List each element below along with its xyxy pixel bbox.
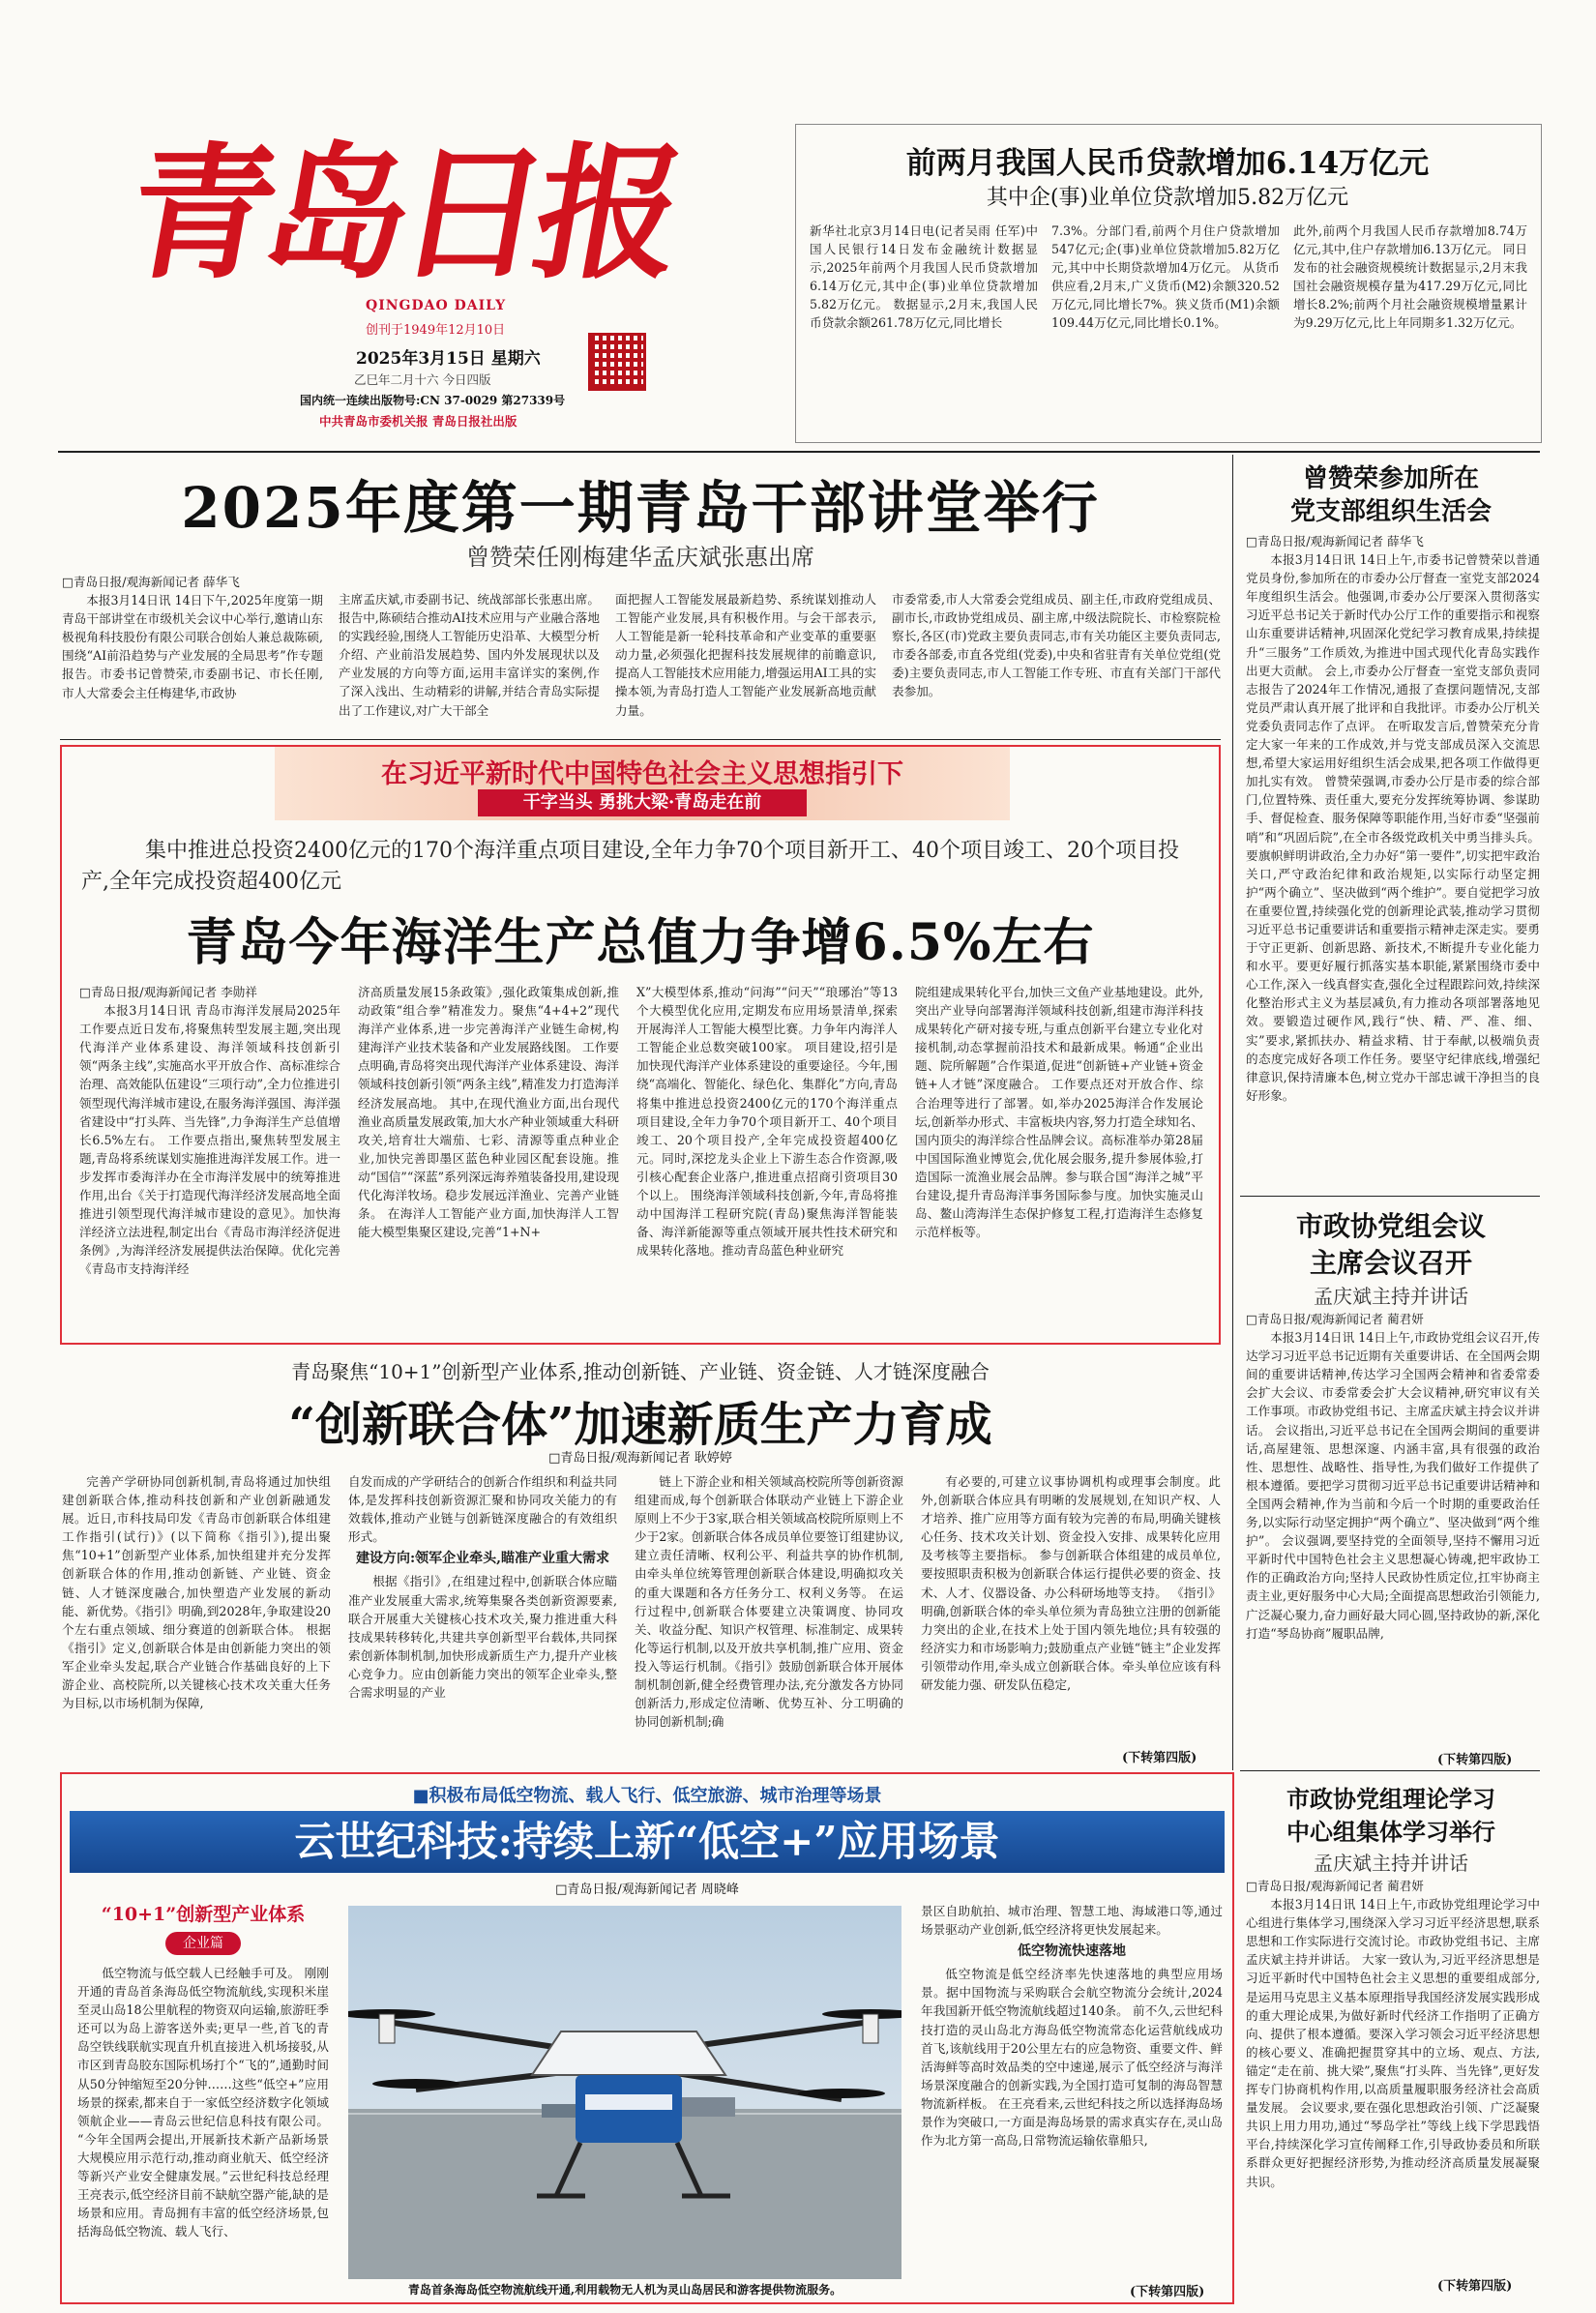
side2-subhead: 孟庆斌主持并讲话 [1314, 1285, 1468, 1308]
industry-badge-main: “10+1”创新型产业体系 [101, 1904, 306, 1925]
ocean-col1: □青岛日报/观海新闻记者 李勋祥 本报3月14日讯 青岛市海洋发展局2025年工作要点近日发布,将聚焦转型发展主题,突出现代海洋产业体系建设、海洋领域科技创新引领“两条主线”,实施高水平开放合作、高标准综合治理、高效能队伍建设“三项行动”,全力位推进引领型现代海洋城市建设,在服务海洋强国、海洋强省建设中“打头阵、当先锋”,力争海洋生产总值增长6.5%左右。 工作要点指出,聚焦转型发展主题,青岛将系统谋划实施推进海洋发展工作。进一步发挥市委海洋办在全市海洋发展中的统筹推进作用,出台《关于打造现代海洋经济发展高地全面推进引领型现代海洋城市建设的意见》。加快海洋经济立法进程,制定出台《青岛市海洋经济促进条例》,为海洋经济发展提供法治保障。优化完善《青岛市支持海洋经 [79, 985, 340, 1277]
ocean-col3: X”大模型体系,推动“问海”“问天”“琅琊治”等13个大模型优化应用,定期发布应用场景清单,探索开展海洋人工智能大模型比赛。力争年内海洋人工智能企业总数突破100家。 项目建设,招引是加快现代海洋产业体系建设的重要途径。今年,围绕“高端化、智能化、绿色化、集群化”方向,青岛将集中推进总投资2400亿元的170个海洋重点项目建设,全年力争70个项目新开工、40个项目竣工、20个项目投产,全年完成投资超400亿元。同时,深挖龙头企业上下游生态合作资源,吸引核心配套企业落户,推进重点招商引资项目30个以上。 围绕海洋领域科技创新,今年,青岛将推动中国海洋工程研究院(青岛)聚焦海洋智能装备、海洋新能源等重点领域开展共性技术研究和成果转化落地。推动青岛蓝色种业研究 [636, 985, 898, 1259]
drone-photo-caption: 青岛首条海岛低空物流航线开通,利用载物无人机为灵山岛居民和游客提供物流服务。 [407, 2283, 842, 2297]
lowalt-headline: 云世纪科技:持续上新“低空+”应用场景 [70, 1811, 1225, 1873]
banner [275, 747, 1010, 820]
masthead-logo: 青岛日报 [115, 129, 688, 299]
side3-body: □青岛日报/观海新闻记者 蔺君妍 本报3月14日讯 14日上午,市政协党组理论学习中心组进行集体学习,围绕深入学习习近平经济思想,联系思想和工作实际进行交流讨论。市政协党组书记、主席孟庆斌主持并讲话。 大家一致认为,习近平经济思想是习近平新时代中国特色社会主义思想的重要组成部分,是运用马克思主义基本原理指导我国经济发展实践形成的重大理论成果,为做好新时代经济工作指明了正确方向、提供了根本遵循。要深入学习领会习近平经济思想的核心要义、准确把握贯穿其中的立场、观点、方法,锚定“走在前、挑大梁”,聚焦“打头阵、当先锋”,更好发挥专门协商机构作用,以高质量履职服务经济社会高质量发展。 会议要求,要在强化思想政治引领、广泛凝聚共识上用力用功,通过“琴岛学社”等线上线下学思践悟平台,持续深化学习宣传阐释工作,引导政协委员和所联系群众更好把握经济形势,为推动经济高质量发展凝聚共识。 [1246, 1879, 1540, 2189]
lead-headline: 2025年度第一期青岛干部讲堂举行 [181, 475, 1100, 541]
innovation-col4: 有必要的,可建立议事协调机构或理事会制度。此外,创新联合体应具有明晰的发展规划,在知识产权、人才培养、推广应用等方面有较为完善的布局,明确关键核心任务、技术攻关计划、资金投入安排、成果转化应用及考核等主要指标。 参与创新联合体组建的成员单位,要按照职责积极为创新联合体运行提供必要的资金、技术、人才、仪器设备、办公科研场地等支持。 《指引》明确,创新联合体的牵头单位须为青岛独立注册的创新能力突出的企业,在技术上处于国内领先地位;具有较强的经济实力和市场影响力;鼓励重点产业链“链主”企业发挥引领带动作用,牵头成立创新联合体。牵头单位应该有科研发能力强、研发队伍稳定, [921, 1474, 1221, 1693]
side1-divider [1240, 1196, 1540, 1197]
side1-headline-2: 党支部组织生活会 [1289, 497, 1492, 526]
industry-badge-sub: 企业篇 [165, 1932, 241, 1955]
banner-sub: 干字当头 勇挑大梁·青岛走在前 [478, 789, 807, 816]
masthead-divider [58, 451, 1540, 453]
masthead-founded: 创刊于1949年12月10日 [366, 323, 506, 338]
top-news-col2: 7.3%。分部门看,前两个月住户贷款增加547亿元;企(事)业单位贷款增加5.82万亿元,其中中长期贷款增加4万亿元。 从货币供应看,2月末,广义货币(M2)余额320.52万亿元,同比增长7%。狭义货币(M1)余额109.44万亿元,同比增长0.1%。 [1051, 223, 1280, 331]
lead-col4: 市委常委,市人大常委会党组成员、副主任,市政府党组成员、副市长,市政协党组成员、副主席,中级法院院长、市检察院检察长,各区(市)党政主要负责同志,市有关功能区主要负责同志,市委各部委,市直各党组(党委),中央和省驻青有关单位党组(党委)主要负责同志,市人工智能工作专班、市直有关部门干部代表参加。 [892, 592, 1221, 699]
ocean-kicker: 集中推进总投资2400亿元的170个海洋重点项目建设,全年力争70个项目新开工、40个项目竣工、20个项目投产,全年完成投资超400亿元 [81, 839, 1179, 894]
side2-headline-2: 主席会议召开 [1309, 1247, 1472, 1279]
industry-badge [77, 1900, 329, 1960]
lowalt-frame [60, 1772, 1234, 2304]
top-news-box [795, 124, 1542, 443]
side1-headline-1: 曾赞荣参加所在 [1302, 464, 1479, 493]
lowalt-col2: 景区自助航拍、城市治理、智慧工地、海域港口等,通过场景驱动产业创新,低空经济将更快发展起来。 低空物流快速落地 低空物流是低空经济率先快速落地的典型应用场景。据中国物流与采购联合会航空物流分会统计,2024年我国新开低空物流航线超过140条。 前不久,云世纪科技打造的灵山岛北方海岛低空物流常态化运营航线成功首飞,该航线用于20公里左右的应急物资、重要文件、鲜活海鲜等高时效品类的空中速递,展示了低空经济与海洋场景深度融合的创新实践,为全国打造可复制的海岛智慧物流新样板。 在王亮看来,云世纪科技之所以选择海岛场景作为突破口,一方面是海岛场景的需求真实存在,灵山岛作为北方第一高岛,日常物流运输依靠船只, [921, 1904, 1223, 2149]
side2-body: □青岛日报/观海新闻记者 蔺君妍 本报3月14日讯 14日上午,市政协党组会议召开,传达学习习近平总书记近期有关重要讲话、在全国两会期间的重要讲话精神,传达学习全国两会精神和省委常委会扩大会议、市委常委会扩大会议精神,研究审议有关工作事项。市政协党组书记、主席孟庆斌主持会议并讲话。 会议指出,习近平总书记在全国两会期间的重要讲话,高屋建瓴、思想深邃、内涵丰富,具有很强的政治性、思想性、战略性、指导性,为我们做好工作提供了根本遵循。要把学习贯彻习近平总书记重要讲话精神和全国两会精神,作为当前和今后一个时期的重要政治任务,以实际行动坚定拥护“两个确立”、坚决做到“两个维护”。 会议强调,要坚持党的全面领导,坚持不懈用习近平新时代中国特色社会主义思想凝心铸魂,把牢政协工作的正确政治方向;坚持人民政协性质定位,扛牢协商主责主业,更好服务中心大局;全面提高思想政治引领能力,广泛凝心聚力,奋力画好最大同心圆,坚持政协的新,深化打造“琴岛协商”履职品牌, [1246, 1312, 1540, 1641]
lowalt-col1: 低空物流与低空载人已经触手可及。 刚刚开通的青岛首条海岛低空物流航线,实现积米崖至灵山岛18公里航程的物资双向运输,旅游旺季还可以为岛上游客送外卖;更早一些,首飞的青岛空铁线联航实现直升机直接进入机场接驳,从市区到青岛胶东国际机场打个“飞的”,通勤时间从50分钟缩短至20分钟……这些“低空+”应用场景的探索,都来自于一家低空经济数字化领域领航企业——青岛云世纪信息科技有限公司。 “今年全国两会提出,开展新技术新产品新场景大规模应用示范行动,推动商业航天、低空经济等新兴产业安全健康发展。”云世纪科技总经理王亮表示,低空经济目前不缺航空器产能,缺的是场景和应用。青岛拥有丰富的低空经济场景,包括海岛低空物流、载人飞行、 [77, 1966, 329, 2239]
masthead-date: 2025年3月15日 星期六 [356, 349, 541, 369]
top-news-headline: 前两月我国人民币贷款增加6.14万亿元 [905, 146, 1430, 181]
top-news-col1: 新华社北京3月14日电(记者吴雨 任军)中国人民银行14日发布金融统计数据显示,2025年前两个月我国人民币贷款增加6.14万亿元,其中企(事)业单位贷款增加5.82万亿元。 数据显示,2月末,我国人民币贷款余额261.78万亿元,同比增长 [810, 223, 1038, 331]
lowalt-kicker: ■积极布局低空物流、载人飞行、低空旅游、城市治理等场景 [412, 1786, 882, 1806]
side2-continued: (下转第四版) [1437, 1753, 1513, 1767]
side3-headline-2: 中心组集体学习举行 [1286, 1819, 1495, 1846]
lead-col3: 面把握人工智能发展最新趋势、系统谋划推动人工智能产业发展,具有积极作用。与会干部表示,人工智能是新一轮科技革命和产业变革的重要驱动力量,必须强化把握科技发展规律的前瞻意识,提高人工智能技术应用能力,增强运用AI工具的实操本领,为青岛打造人工智能产业发展新高地贡献力量。 [615, 592, 876, 718]
innovation-kicker: 青岛聚焦“10+1”创新型产业体系,推动创新链、产业链、资金链、人才链深度融合 [291, 1360, 990, 1383]
ocean-col4: 院组建成果转化平台,加快三文鱼产业基地建设。此外,突出产业导向部署海洋领域科技创新,组建市海洋科技成果转化产研对接专班,与重点创新平台建立专业化对接机制,动态掌握前沿技术和最新成果。畅通“企业出题、院所解题”合作渠道,促进“创新链+产业链+资金链+人才链”深度融合。 工作要点还对开放合作、综合治理等进行了部署。如,举办2025海洋合作发展论坛,创新举办形式、丰富板块内容,努力打造全球知名、国内顶尖的海洋综合性品牌会议。高标准举办第28届中国国际渔业博览会,优化展会服务,提升参展体验,打造国际一流渔业展会品牌。参与联合国“海洋之城”平台建设,提升青岛海洋事务国际参与度。加快实施灵山岛、鳌山湾海洋生态保护修复工程,打造海洋生态修复示范样板等。 [915, 985, 1203, 1240]
lowalt-continued: (下转第四版) [1130, 2285, 1205, 2299]
lead-col1: □青岛日报/观海新闻记者 薛华飞 本报3月14日讯 14日下午,2025年度第一期青岛干部讲堂在市级机关会议中心举行,邀请山东极视角科技股份有限公司联合创始人兼总裁陈硕,围绕“AI前沿趋势与产业发展的全局思考”作专题报告。市委书记曾赞荣,市委副书记、市长任刚,市人大常委会主任梅建华,市政协 [62, 575, 323, 700]
innovation-col2: 自发而成的产学研结合的创新合作组织和利益共同体,是发挥科技创新资源汇聚和协同攻关能力的有效载体,推动产业链与创新链深度融合的有效组织形式。 建设方向:领军企业牵头,瞄准产业重大需求 根据《指引》,在组建过程中,创新联合体应瞄准产业发展重大需求,统筹集聚各类创新资源要素,联合开展重大关键核心技术攻关,聚力推进重大科技成果转移转化,共建共享创新型平台载体,共同探索创新体制机制,加快形成新质生产力,提升产业核心竞争力。应由创新能力突出的领军企业牵头,整合需求明显的产业 [348, 1474, 617, 1701]
side3-continued: (下转第四版) [1437, 2279, 1513, 2294]
masthead-publisher: 中共青岛市委机关报 青岛日报社出版 [319, 414, 517, 429]
right-column-divider [1232, 455, 1233, 1770]
ocean-headline: 青岛今年海洋生产总值力争增6.5%左右 [186, 913, 1095, 972]
qr-code [588, 333, 646, 391]
side2-divider [1240, 1770, 1540, 1771]
ocean-frame [60, 745, 1221, 1345]
innovation-continued: (下转第四版) [1122, 1751, 1197, 1765]
lowalt-byline: □青岛日报/观海新闻记者 周晓峰 [555, 1883, 739, 1897]
side3-headline-1: 市政协党组理论学习 [1286, 1786, 1495, 1813]
innovation-col3: 链上下游企业和相关领域高校院所等创新资源组建而成,每个创新联合体联动产业链上下游企业原则上不少于3家,联合相关领域高校院所原则上不少于2家。创新联合体各成员单位要签订组建协议,建立责任清晰、权利公平、利益共享的协作机制,由牵头单位统筹管理创新联合体建设,明确拟攻关的重大课题和各方任务分工、权利义务等。 在运行过程中,创新联合体要建立决策调度、协同攻关、收益分配、知识产权管理、标准制定、成果转化等运行机制,以及开放共享机制,推广应用、资金投入等运行机制。《指引》鼓励创新联合体开展体制机制创新,健全经费管理办法,充分激发各方协同创新活力,形成定位清晰、优势互补、分工明确的协同创新机制;确 [635, 1474, 903, 1730]
drone-photo [348, 1906, 901, 2279]
side3-subhead: 孟庆斌主持并讲话 [1314, 1852, 1468, 1875]
side1-body: □青岛日报/观海新闻记者 薛华飞 本报3月14日讯 14日上午,市委书记曾赞荣以普通党员身份,参加所在的市委办公厅督查一室党支部2024年度组织生活会。他强调,市委办公厅要深入贯彻落实习近平总书记关于新时代办公厅工作的重要指示和视察山东重要讲话精神,巩固深化党纪学习教育成果,持续提升“三服务”工作质效,为推进中国式现代化青岛实践作出更大贡献。 会上,市委办公厅督查一室党支部负责同志报告了2024年工作情况,通报了查摆问题情况,支部党员严肃认真开展了批评和自我批评。市委办公厅机关党委负责同志作了点评。 在听取发言后,曾赞荣充分肯定大家一年来的工作成效,并与党支部成员深入交流思想,希望大家运用好组织生活会成果,把各项工作做得更加扎实有效。 曾赞荣强调,市委办公厅是市委的综合部门,位置特殊、责任重大,要充分发挥统筹协调、参谋助手、督促检查、服务保障等职能作用,当好市委“坚强前哨”和“巩固后院”,在全市各级党政机关中勇当排头兵。要旗帜鲜明讲政治,全力办好“第一要件”,切实把牢政治关口,严守政治纪律和政治规矩,以实际行动坚定拥护“两个确立”、坚决做到“两个维护”。要自觉把学习放在重要位置,持续强化党的创新理论武装,推动学习贯彻习近平总书记重要讲话和重要指示精神走深走实。要勇于守正更新、创新思路、新技术,不断提升专业化能力和水平。要更好履行抓落实基本职能,紧紧围绕市委中心工作,深入一线真督实查,强化全过程跟踪问效,持续深化整治形式主义为基层减负,有力推动各项部署落地见效。要锻造过硬作风,践行“快、精、严、准、细、实”要求,紧抓扶办、精益求精、甘于奉献,以极端负责的态度完成好各项工作任务。要坚守纪律底线,增强纪律意识,保持清廉本色,树立党办干部忠诚干净担当的良好形象。 [1246, 534, 1540, 1103]
innovation-byline: □青岛日报/观海新闻记者 耿婷婷 [548, 1451, 732, 1466]
drone-illustration [348, 1906, 901, 2279]
ocean-col2: 济高质量发展15条政策》,强化政策集成创新,推动政策“组合拳”精准发力。聚焦“4+4+2”现代海洋产业体系,进一步完善海洋产业链生命树,构建海洋产业技术装备和产业发展路线图。 工作要点明确,青岛将突出现代海洋产业体系建设、海洋领域科技创新引领“两条主线”,精准发力打造海洋经济发展高地。 其中,在现代渔业方面,出台现代渔业高质量发展政策,加大水产种业领域重大科研攻关,培育壮大端茄、七彩、清源等重点种业企业,加快完善即墨区蓝色种业园区配套设施。推动“国信”“深蓝”系列深远海养殖装备投用,建设现代化海洋牧场。稳步发展远洋渔业、完善产业链条。 在海洋人工智能产业方面,加快海洋人工智能大模型集聚区建设,完善“1+N+ [358, 985, 619, 1240]
top-news-subhead: 其中企(事)业单位贷款增加5.82万亿元 [986, 186, 1349, 210]
banner-main: 在习近平新时代中国特色社会主义思想指引下 [381, 759, 903, 789]
masthead-lunar: 乙巳年二月十六 今日四版 [354, 372, 491, 387]
top-news-col3: 此外,前两个月我国人民币存款增加8.74万亿元,其中,住户存款增加6.13万亿元。 同日发布的社会融资规模统计数据显示,2月末我国社会融资规模存量为417.29万亿元,同比增长8.2%;前两个月社会融资规模增量累计为9.29万亿元,比上年同期多1.32万亿元。 [1293, 223, 1527, 331]
innovation-col1: 完善产学研协同创新机制,青岛将通过加快组建创新联合体,推动科技创新和产业创新融通发展。近日,市科技局印发《青岛市创新联合体组建工作指引(试行)》(以下简称《指引》),提出聚焦“10+1”创新型产业体系,加快组建并充分发挥创新联合体的作用,推动创新链、产业链、资金链、人才链深度融合,加快塑造产业发展的新动能、新优势。《指引》明确,到2028年,争取建设20个左右重点领域、细分赛道的创新联合体。 根据《指引》定义,创新联合体是由创新能力突出的领军企业牵头发起,联合产业链合作基础良好的上下游企业、高校院所,以关键核心技术攻关重大任务为目标,以市场机制为保障, [62, 1474, 331, 1711]
side2-headline-1: 市政协党组会议 [1295, 1210, 1486, 1242]
lead-col2: 主席孟庆斌,市委副书记、统战部部长张惠出席。 报告中,陈硕结合推动AI技术应用与产业融合落地的实践经验,围绕人工智能历史沿革、大模型分析介绍、产业前沿发展趋势、国内外发展现状以及产业发展的方向等方面,运用丰富详实的案例,作了深入浅出、生动精彩的讲解,并结合青岛实际提出了工作建议,对广大干部全 [339, 592, 600, 718]
masthead [58, 93, 793, 451]
masthead-pinyin: QINGDAO DAILY [366, 298, 507, 313]
lead-subhead: 曾赞荣任刚梅建华孟庆斌张惠出席 [466, 544, 814, 571]
masthead-cn-number: 国内统一连续出版物号:CN 37-0029 第27339号 [300, 394, 566, 407]
innovation-headline: “创新联合体”加速新质生产力育成 [288, 1398, 992, 1452]
lead-divider [60, 739, 1221, 740]
